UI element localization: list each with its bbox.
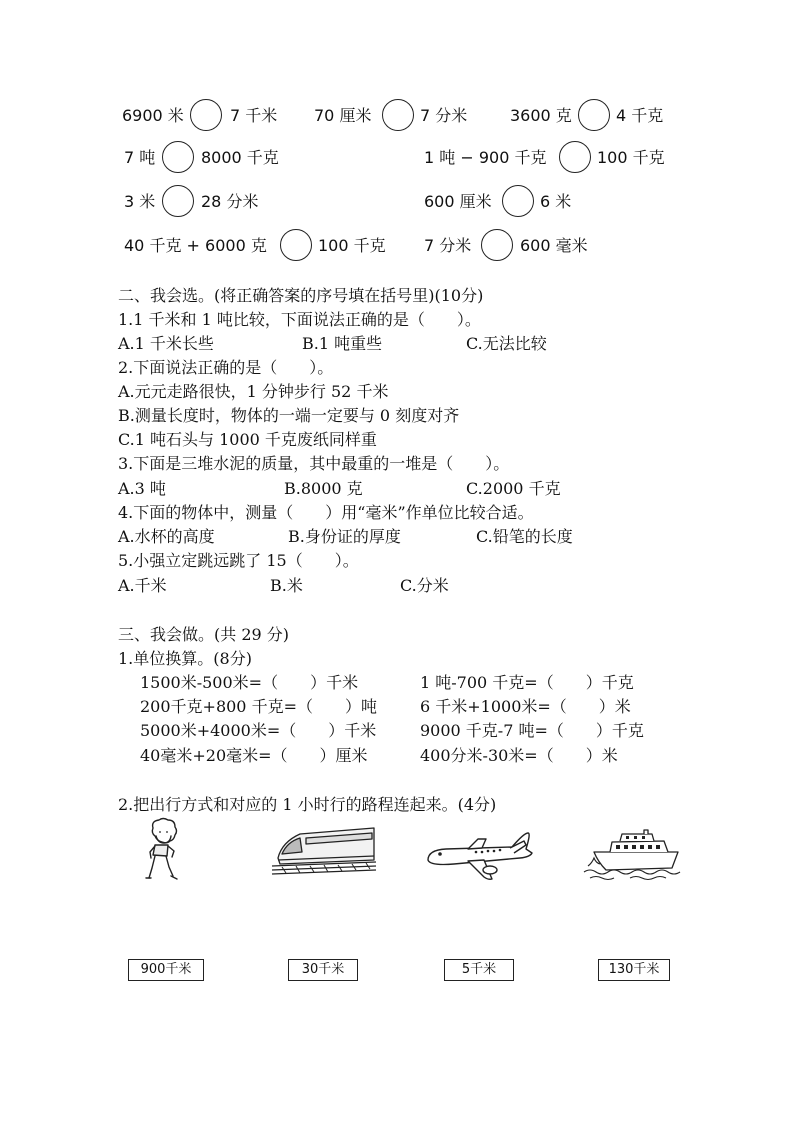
comparison-left: 3600 克 bbox=[510, 106, 572, 125]
option-a[interactable]: A.水杯的高度 bbox=[118, 527, 215, 546]
comparison-circle[interactable] bbox=[382, 99, 414, 131]
train-icon[interactable] bbox=[272, 826, 376, 878]
option-a[interactable]: A.元元走路很快，1 分钟步行 52 千米 bbox=[118, 382, 389, 401]
comparison-left: 40 千克 + 6000 克 bbox=[124, 236, 267, 255]
conversion-item[interactable]: 40毫米+20毫米=（ ）厘米 bbox=[140, 746, 368, 765]
question-title: 2.把出行方式和对应的 1 小时行的路程连起来。(4分) bbox=[118, 795, 497, 814]
option-b[interactable]: B.身份证的厚度 bbox=[288, 527, 401, 546]
question-stem: 1.1 千米和 1 吨比较，下面说法正确的是（ ）。 bbox=[118, 310, 481, 329]
comparison-circle[interactable] bbox=[190, 99, 222, 131]
conversion-item[interactable]: 5000米+4000米=（ ）千米 bbox=[140, 721, 377, 740]
comparison-circle[interactable] bbox=[481, 229, 513, 261]
distance-box[interactable]: 5千米 bbox=[444, 959, 514, 981]
conversion-item[interactable]: 400分米-30米=（ ）米 bbox=[420, 746, 618, 765]
comparison-left: 7 吨 bbox=[124, 148, 156, 167]
option-c[interactable]: C.1 吨石头与 1000 千克废纸同样重 bbox=[118, 430, 377, 449]
comparison-left: 70 厘米 bbox=[314, 106, 372, 125]
ship-icon[interactable] bbox=[584, 830, 686, 884]
distance-box[interactable]: 900千米 bbox=[128, 959, 204, 981]
option-a[interactable]: A.3 吨 bbox=[118, 479, 166, 498]
comparison-circle[interactable] bbox=[280, 229, 312, 261]
comparison-circle[interactable] bbox=[162, 141, 194, 173]
option-a[interactable]: A.千米 bbox=[118, 576, 167, 595]
question-stem: 2.下面说法正确的是（ ）。 bbox=[118, 358, 334, 377]
comparison-right: 7 千米 bbox=[230, 106, 278, 125]
question-stem: 5.小强立定跳远跳了 15（ ）。 bbox=[118, 551, 359, 570]
option-a[interactable]: A.1 千米长些 bbox=[118, 334, 214, 353]
question-title: 1.单位换算。(8分) bbox=[118, 649, 252, 668]
comparison-right: 100 千克 bbox=[597, 148, 665, 167]
comparison-right: 4 千克 bbox=[616, 106, 664, 125]
distance-box[interactable]: 30千米 bbox=[288, 959, 358, 981]
option-b[interactable]: B.测量长度时，物体的一端一定要与 0 刻度对齐 bbox=[118, 406, 460, 425]
question-stem: 4.下面的物体中，测量（ ）用“毫米”作单位比较合适。 bbox=[118, 503, 534, 522]
walking-child-icon[interactable] bbox=[140, 818, 186, 886]
conversion-item[interactable]: 6 千米+1000米=（ ）米 bbox=[420, 697, 631, 716]
option-c[interactable]: C.无法比较 bbox=[466, 334, 547, 353]
comparison-left: 600 厘米 bbox=[424, 192, 492, 211]
option-b[interactable]: B.8000 克 bbox=[284, 479, 363, 498]
distance-box[interactable]: 130千米 bbox=[598, 959, 670, 981]
comparison-right: 6 米 bbox=[540, 192, 572, 211]
comparison-right: 28 分米 bbox=[201, 192, 259, 211]
conversion-item[interactable]: 1 吨-700 千克=（ ）千克 bbox=[420, 673, 634, 692]
comparison-left: 6900 米 bbox=[122, 106, 184, 125]
conversion-item[interactable]: 200千克+800 千克=（ ）吨 bbox=[140, 697, 377, 716]
question-stem: 3.下面是三堆水泥的质量，其中最重的一堆是（ ）。 bbox=[118, 454, 510, 473]
comparison-circle[interactable] bbox=[578, 99, 610, 131]
comparison-circle[interactable] bbox=[502, 185, 534, 217]
comparison-right: 7 分米 bbox=[420, 106, 468, 125]
airplane-icon[interactable] bbox=[424, 830, 534, 888]
section-heading: 二、我会选。(将正确答案的序号填在括号里)(10分) bbox=[118, 286, 484, 305]
comparison-left: 3 米 bbox=[124, 192, 156, 211]
comparison-circle[interactable] bbox=[559, 141, 591, 173]
option-c[interactable]: C.铅笔的长度 bbox=[476, 527, 573, 546]
comparison-right: 600 毫米 bbox=[520, 236, 588, 255]
option-c[interactable]: C.2000 千克 bbox=[466, 479, 561, 498]
conversion-item[interactable]: 1500米-500米=（ ）千米 bbox=[140, 673, 359, 692]
option-b[interactable]: B.1 吨重些 bbox=[302, 334, 383, 353]
comparison-right: 100 千克 bbox=[318, 236, 386, 255]
conversion-item[interactable]: 9000 千克-7 吨=（ ）千克 bbox=[420, 721, 644, 740]
comparison-left: 7 分米 bbox=[424, 236, 472, 255]
option-b[interactable]: B.米 bbox=[270, 576, 303, 595]
option-c[interactable]: C.分米 bbox=[400, 576, 449, 595]
comparison-left: 1 吨 − 900 千克 bbox=[424, 148, 547, 167]
comparison-circle[interactable] bbox=[162, 185, 194, 217]
comparison-right: 8000 千克 bbox=[201, 148, 279, 167]
section-heading: 三、我会做。(共 29 分) bbox=[118, 625, 290, 644]
